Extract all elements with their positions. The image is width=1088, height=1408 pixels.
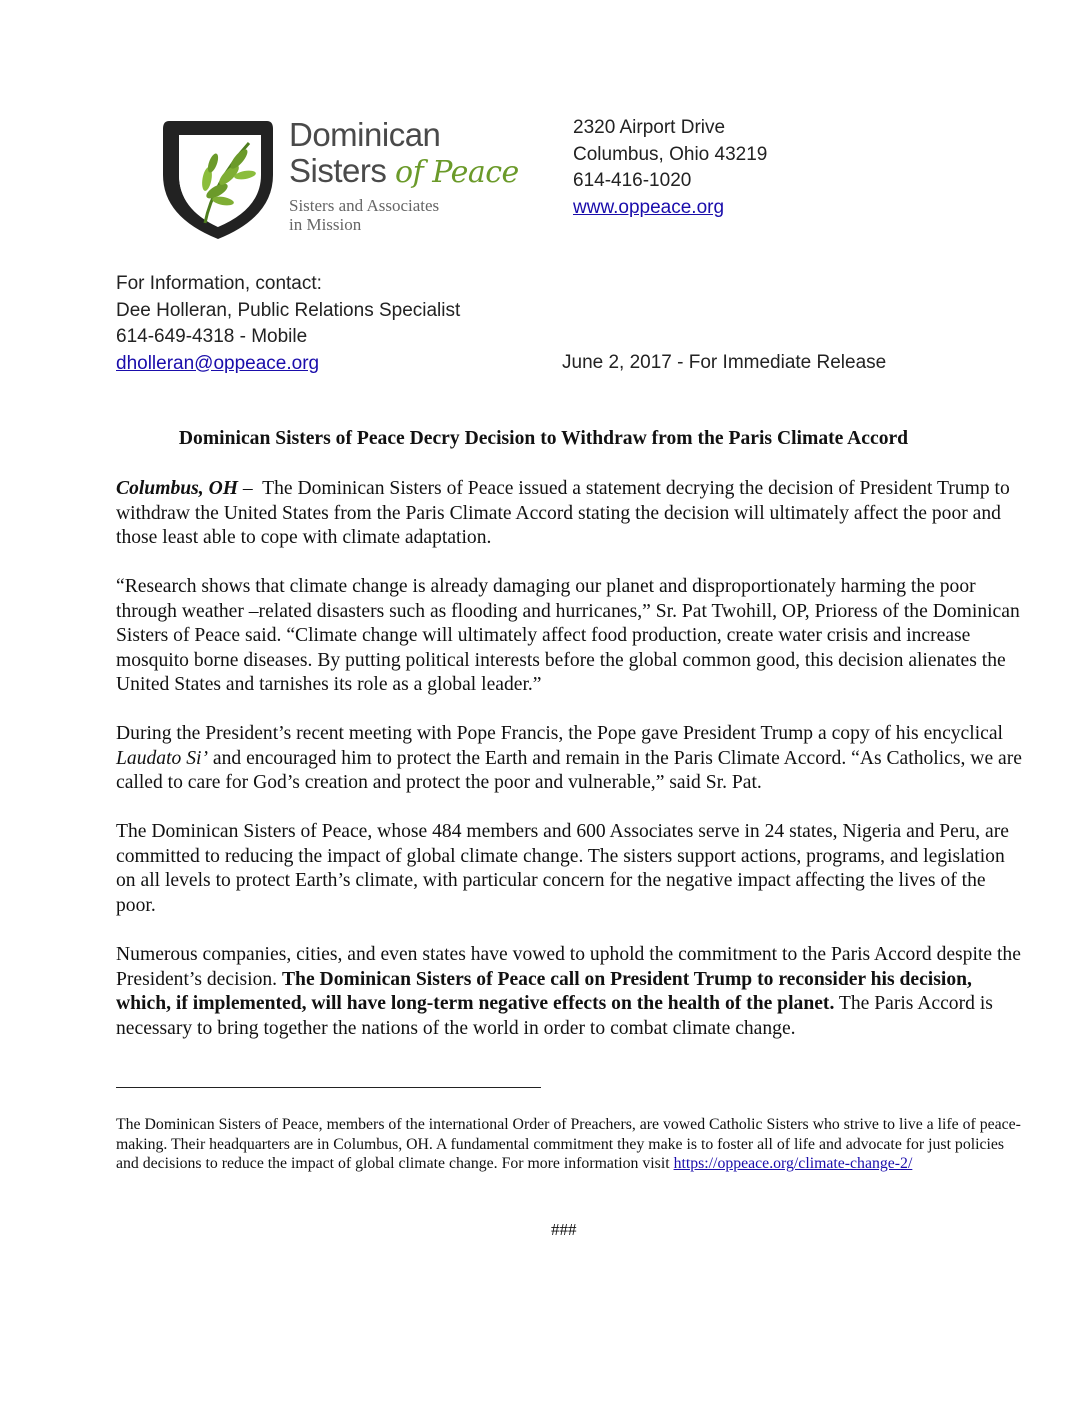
footnote-link[interactable]: https://oppeace.org/climate-change-2/ (673, 1155, 913, 1173)
address-block (573, 115, 767, 221)
paragraph-3 (116, 722, 1028, 796)
logo-name-sisters: Sisters (289, 152, 387, 189)
address-city: Columbus, Ohio 43219 (573, 143, 768, 165)
address-street: 2320 Airport Drive (573, 117, 726, 138)
contact-email-link[interactable]: dholleran@oppeace.org (116, 352, 320, 374)
dateline-dash: – (237, 478, 263, 499)
contact-name: Dee Holleran, Public Relations Specialist (116, 299, 461, 321)
logo-name-of-peace: of Peace (395, 155, 519, 190)
paragraph-1-text: The Dominican Sisters of Peace issued a statement decrying the decision of President Trump to withdraw the United States from the Paris Climate Accord stating the decision will ultimately affect the poor and those least able to cope with climate adaptation. (116, 478, 1010, 549)
paragraph-5-after: The Paris Accord is necessary to bring together the nations of the world in order to combat climate change. (116, 993, 993, 1039)
contact-block (116, 271, 460, 377)
logo-shield-icon (157, 113, 279, 241)
contact-heading: For Information, contact: (116, 273, 322, 294)
logo-name-line1: Dominican (289, 116, 441, 153)
address-phone: 614-416-1020 (573, 170, 692, 191)
footnote (116, 1115, 1028, 1174)
paragraph-5 (116, 943, 1028, 1041)
headline: Dominican Sisters of Peace Decry Decision to Withdraw from the Paris Climate Accord (178, 428, 909, 449)
logo-tagline-line1: Sisters and Associates (289, 196, 440, 215)
paragraph-1 (116, 477, 1028, 551)
footnote-text: The Dominican Sisters of Peace, members of the international Order of Preachers, are vowed Catholic Sisters who strive to live a life of peace-making. Their headquarters are in Columbus, OH. A fundamental commitment they make is to foster all of life and advocate for just policies and decisions to reduce the impact of global climate change. For more information visit (116, 1116, 1021, 1173)
logo-tagline-line2: in Mission (289, 215, 362, 234)
paragraph-5-before: Numerous companies, cities, and even states have vowed to uphold the commitment to the Paris Accord despite the President’s decision. (116, 944, 1021, 990)
paragraph-3-before: During the President’s recent meeting with Pope Francis, the Pope gave President Trump a copy of his encyclical (116, 723, 1003, 744)
website-link[interactable]: www.oppeace.org (573, 196, 725, 218)
paragraph-2: “Research shows that climate change is already damaging our planet and disproportionately harming the poor through weather –related disasters such as flooding and hurricanes,” Sr. Pat Twohill, OP, Prioress of the Dominican Sisters of Peace said. “Climate change will ultimately affect food production, create water crisis and increase mosquito borne diseases. By putting political interests before the global common good, this decision alienates the United States and tarnishes its role as a global leader.” (116, 576, 1020, 696)
paragraph-3-after: and encouraged him to protect the Earth and remain in the Paris Climate Accord. “As Catholics, we are called to care for God’s creation and protect the poor and vulnerable,” said Sr. Pat. (116, 747, 1022, 794)
logo-name-line2 (289, 153, 519, 191)
contact-mobile: 614-649-4318 - Mobile (116, 326, 308, 347)
end-mark: ### (551, 1220, 577, 1239)
release-date: June 2, 2017 - For Immediate Release (562, 352, 887, 373)
dateline: Columbus, OH (116, 478, 238, 499)
logo-tagline (289, 196, 439, 234)
footnote-divider (116, 1087, 541, 1088)
paragraph-4: The Dominican Sisters of Peace, whose 484 members and 600 Associates serve in 24 states, Nigeria and Peru, are committed to reducing the impact of global climate change. The sisters support actions, programs, and legislation on all levels to protect Earth’s climate, with particular concern for the negative impact affecting the lives of the poor. (116, 821, 1009, 916)
encyclical-title: Laudato Si’ (116, 747, 208, 769)
paragraph-5-bold: The Dominican Sisters of Peace call on President Trump to reconsider his decision, which, if implemented, will have long-term negative effects on the health of the planet. (116, 968, 972, 1015)
